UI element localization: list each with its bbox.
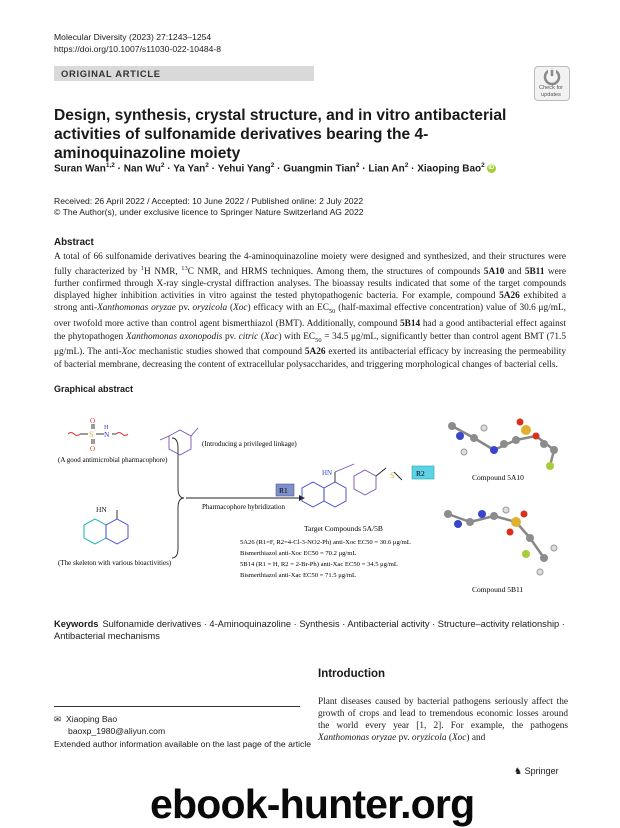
- brace: [172, 438, 184, 558]
- article-type-label: ORIGINAL ARTICLE: [61, 68, 161, 79]
- corresponding-author-name: Xiaoping Bao: [65, 714, 118, 724]
- pharmacophore-label: (A good antimicrobial pharmacophore): [58, 456, 168, 464]
- oxygen-atom: O: [90, 417, 96, 425]
- horse-icon: ♞: [514, 766, 523, 776]
- target-compound-structure: [302, 464, 402, 507]
- abstract-text: A total of 66 sulfonamide derivatives bearing the 4-aminoquinazoline moiety were designed and synthesized, and their structures were fully characterized by $^1$H NMR, $^{13}$C NMR, and HRMS techniques. Among them, the structures of compounds 5A10 and 5B11 were further confirmed through X-ray single-crystal diffraction analyses. The bioassay results indicated that some of the target compounds displayed higher inhibition activities in vitro against the tested phytopathogenic bacteria. For example, compound 5A26 exhibited a strong anti-Xanthomonas oryzae pv. oryzicola (Xoc) efficacy with an $EC_{50}$ (half-maximal effective concentration) value of 30.6 μg/mL, over twofold more active than control agent bismerthiazol (BMT). Additionally, compound 5B14 had a good antibacterial effect against the phytopathogen Xanthomonas axonopodis pv. citric (Xac) with $EC_{50} = 34.5$ μg/mL, significantly better than control agent BMT (71.5 μg/mL). The anti-Xoc mechanistic studies showed that compound 5A26 exerted its antibacterial efficacy by increasing the permeability of bacterial membrane, decreasing the content of extracellular polysaccharides, and triggering morphological changes of bacterial cells.: [54, 252, 567, 370]
- history-dates: Received: 26 April 2022 / Accepted: 10 June 2022 / Published online: 2 July 2022: [54, 196, 364, 206]
- article-type-badge: [54, 66, 314, 81]
- author[interactable]: Xiaoping Bao: [417, 163, 482, 175]
- hybridization-label: Pharmacophore hybridization: [202, 503, 286, 511]
- publication-dates: [54, 196, 364, 218]
- keywords-list: Sulfonamide derivatives · 4-Aminoquinazoline · Synthesis · Antibacterial activity · Structure–activity relationship · Antibacterial mechanisms: [54, 619, 565, 641]
- linkage-label: (Introducing a privileged linkage): [202, 440, 297, 448]
- r1-label: R1: [279, 486, 288, 495]
- journal-info: [54, 32, 221, 55]
- keywords-label: Keywords: [54, 619, 99, 629]
- envelope-icon: ✉: [54, 714, 62, 724]
- author[interactable]: Yehui Yang: [217, 163, 271, 175]
- target-label: Target Compounds 5A/5B: [304, 524, 383, 533]
- extended-info-note: Extended author information available on the last page of the article: [54, 738, 312, 749]
- check-updates-label: Check for updates: [539, 85, 563, 98]
- amine-label: HN: [96, 505, 107, 514]
- author[interactable]: Guangmin Tian: [283, 163, 356, 175]
- check-updates-icon: [535, 67, 569, 87]
- introduction-heading: Introduction: [318, 668, 386, 680]
- doi-link[interactable]: https://doi.org/10.1007/s11030-022-10484-8: [54, 43, 222, 54]
- sulfur-atom: S: [89, 430, 94, 439]
- r2-label: R2: [416, 469, 425, 478]
- corresponding-author-email[interactable]: baoxp_1980@aliyun.com: [68, 726, 166, 737]
- keywords: [54, 618, 566, 642]
- publisher-logo: ♞ Springer: [514, 766, 559, 776]
- author[interactable]: Lian An: [368, 163, 405, 175]
- result-line: Bismerthiazol anti-Xac EC50 = 71.5 μg/mL: [240, 572, 357, 579]
- author-list: Suran Wan$^{1,2}$ · Nan $Wu^2 \cdot Ya$ Yan$^2$ · Yehui Yang$^2$ · Guangmin Tian$^2$ · Lian $An^2$ · Xiaoping Bao$^2$ iD: [54, 162, 495, 175]
- journal-citation: Molecular Diversity (2023) 27:1243–1254: [54, 32, 212, 42]
- author[interactable]: Suran Wan: [54, 163, 106, 175]
- graphical-abstract-heading: Graphical abstract: [54, 384, 134, 394]
- nitrogen-atom: N: [104, 430, 110, 439]
- benzyl-linker-structure: [160, 428, 198, 455]
- crystal-structure-5b11: [444, 507, 557, 575]
- paper-title: Design, synthesis, crystal structure, and in vitro antibacterial activities of sulfonamide derivatives bearing the 4-aminoquinazoline moiety: [54, 107, 507, 162]
- sulfonamide-structure: [68, 424, 128, 444]
- corresponding-author-note: [54, 713, 311, 750]
- graphical-abstract-figure: [54, 398, 574, 608]
- footnote-divider: [54, 706, 300, 707]
- author[interactable]: Ya Yan: [173, 163, 206, 175]
- quinazoline-structure: [84, 510, 128, 544]
- author[interactable]: Nan Wu: [123, 163, 161, 175]
- orcid-icon[interactable]: iD: [488, 165, 495, 172]
- target-sulfur-atom: S: [390, 471, 395, 480]
- introduction-text: Plant diseases caused by bacterial pathogens seriously affect the growth of crops and lead to tremendous economic losses around the world every year [1, 2]. For example, the pathogens Xanthomonas oryzae pv. oryzicola (Xoc) and: [318, 697, 568, 744]
- compound-5a10-label: Compound 5A10: [472, 473, 524, 482]
- result-line: 5A26 (R1=F, R2=4-Cl-3-NO2-Ph) anti-Xoc EC50 = 30.6 μg/mL: [240, 539, 411, 546]
- result-line: 5B14 (R1 = H, R2 = 2-Br-Ph) anti-Xac EC50 = 34.5 μg/mL: [240, 561, 398, 568]
- crystal-structure-5a10: [448, 419, 558, 471]
- oxygen-atom: O: [90, 445, 96, 453]
- target-amine-label: HN: [322, 469, 333, 477]
- result-line: Bismerthiazol anti-Xoc EC50 = 70.2 μg/mL: [240, 550, 357, 557]
- copyright-notice: © The Author(s), under exclusive licence to Springer Nature Switzerland AG 2022: [54, 207, 364, 218]
- skeleton-label: (The skeleton with various bioactivities): [58, 559, 172, 567]
- abstract-heading: Abstract: [54, 237, 94, 248]
- hydrogen-atom: H: [104, 424, 109, 431]
- watermark: ebook-hunter.org: [150, 781, 475, 827]
- compound-5b11-label: Compound 5B11: [472, 585, 524, 594]
